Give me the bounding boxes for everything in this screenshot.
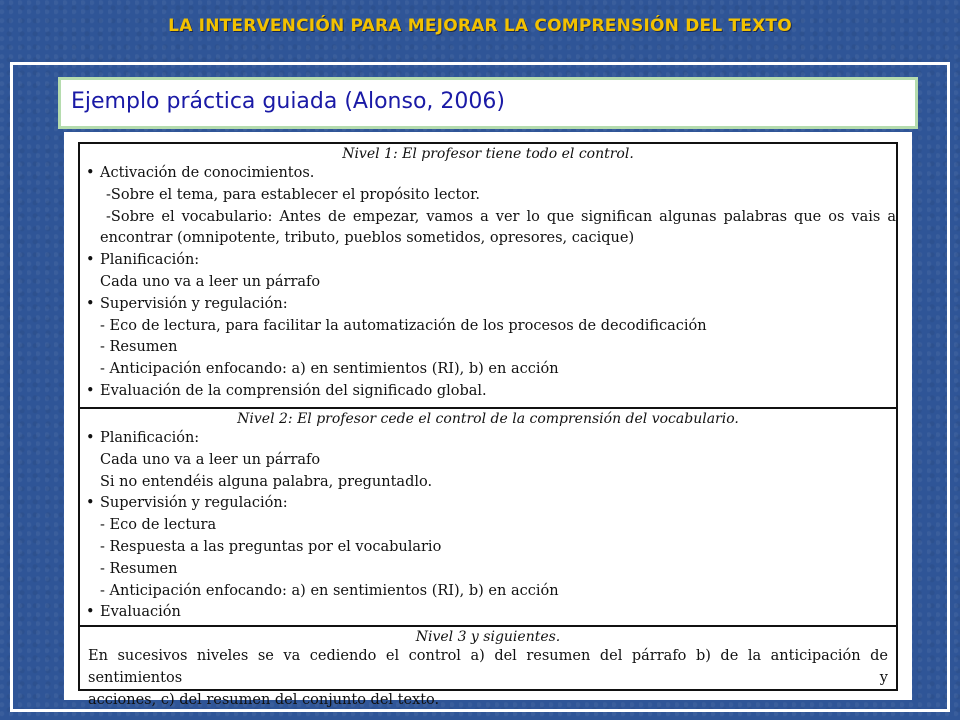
list-item: - Respuesta a las preguntas por el vocabulario (100, 538, 442, 555)
level-2-title: Nivel 2: El profesor cede el control de la comprensión del vocabulario. (237, 411, 739, 427)
level-3-section (80, 627, 896, 708)
bullet-icon: • (86, 495, 95, 512)
list-item: Cada uno va a leer un párrafo (100, 273, 321, 290)
list-item: - Resumen (100, 339, 178, 356)
list-item: • Evaluación (80, 602, 896, 624)
list-item: Si no entendéis alguna palabra, preguntadlo. (100, 473, 433, 490)
list-item: - Eco de lectura (100, 517, 217, 534)
list-item: • Planificación: (80, 250, 896, 272)
slide-title: LA INTERVENCIÓN PARA MEJORAR LA COMPRENSIÓN DEL TEXTO (168, 16, 792, 36)
list-item: encontrar (omnipotente, tributo, pueblos sometidos, opresores, cacique) (100, 230, 635, 247)
levels-table (78, 142, 898, 708)
bullet-icon: • (86, 165, 95, 181)
bullet-icon: • (86, 252, 95, 269)
list-item: -Sobre el tema, para establecer el propósito lector. (106, 186, 481, 203)
list-item: En sucesivos niveles se va cediendo el control a) del resumen del párrafo b) de la anticipación de sentimientos y (88, 648, 888, 686)
list-item: Cada uno va a leer un párrafo (100, 451, 321, 468)
list-item: - Anticipación enfocando: a) en sentimientos (RI), b) en acción (100, 582, 559, 599)
list-item: • Planificación: (80, 428, 896, 450)
bullet-icon: • (86, 382, 95, 399)
list-item: • Evaluación de la comprensión del significado global. (80, 381, 896, 403)
level-3-title: Nivel 3 y siguientes. (415, 629, 561, 645)
level-1-title: Nivel 1: El profesor tiene todo el control. (342, 146, 634, 162)
level-1-section (80, 144, 896, 409)
subtitle-box (58, 77, 918, 129)
bullet-icon: • (86, 604, 95, 621)
list-item: - Resumen (100, 560, 178, 577)
subtitle-text: Ejemplo práctica guiada (Alonso, 2006) (71, 89, 505, 114)
list-item: • Supervisión y regulación: (80, 294, 896, 316)
list-item: -Sobre el vocabulario: Antes de empezar, vamos a ver lo que significan algunas palabras que os vais a (106, 208, 896, 225)
list-item: • Supervisión y regulación: (80, 493, 896, 515)
list-item: - Eco de lectura, para facilitar la automatización de los procesos de decodificación (100, 317, 707, 334)
bullet-icon: • (86, 430, 95, 446)
bullet-icon: • (86, 295, 95, 312)
level-2-section (80, 409, 896, 627)
scanned-document (64, 132, 912, 708)
list-item: acciones, c) del resumen del conjunto del texto. (88, 691, 440, 708)
list-item: - Anticipación enfocando: a) en sentimientos (RI), b) en acción (100, 361, 559, 378)
list-item: • Activación de conocimientos. (80, 163, 896, 185)
